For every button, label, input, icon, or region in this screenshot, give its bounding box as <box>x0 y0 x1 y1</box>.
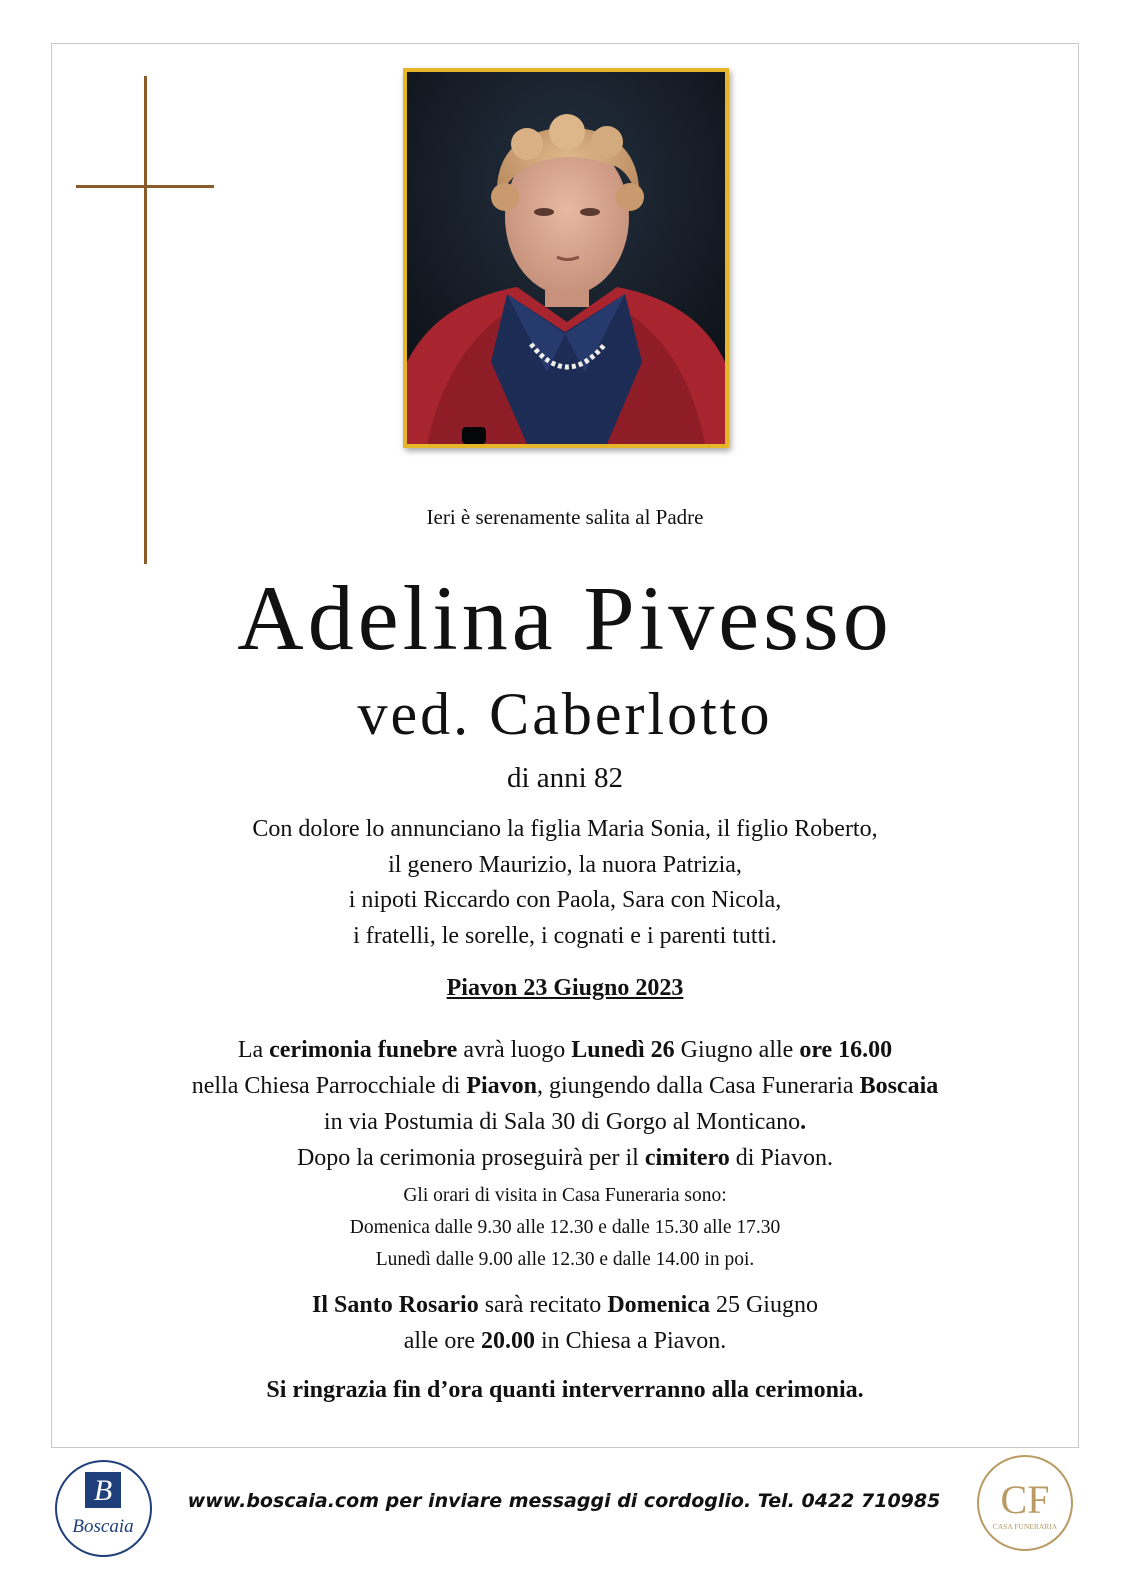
family-line: i nipoti Riccardo con Paola, Sara con Nicola, <box>348 887 782 913</box>
visiting-hours <box>51 1180 1079 1276</box>
family-line: il genero Maurizio, la nuora Patrizia, <box>388 851 742 878</box>
footer-contact: www.boscaia.com per inviare messaggi di cordoglio. Tel. 0422 710985 <box>187 1490 941 1512</box>
rosary-line: Il Santo Rosario sarà recitato Domenica 25 Giugno <box>312 1292 818 1318</box>
place-date <box>51 975 1079 1002</box>
intro-line: Ieri è serenamente salita al Padre <box>426 505 704 529</box>
ceremony-details <box>51 1032 1079 1176</box>
svg-text:B: B <box>93 1474 113 1507</box>
visits-line: Lunedì dalle 9.00 alle 12.30 e dalle 14.00 in poi. <box>375 1249 755 1270</box>
ceremony-line: La cerimonia funebre avrà luogo Lunedì 26 Giugno alle ore 16.00 <box>237 1037 893 1063</box>
ceremony-line: in via Postumia di Sala 30 di Gorgo al Monticano. <box>323 1109 807 1135</box>
rosary-line: alle ore 20.00 in Chiesa a Piavon. <box>403 1328 727 1354</box>
ceremony-line: Dopo la cerimonia proseguirà per il cimitero di Piavon. <box>296 1145 834 1171</box>
family-announcement <box>51 812 1079 954</box>
svg-text:CF: CF <box>1000 1477 1050 1522</box>
family-line: i fratelli, le sorelle, i cognati e i parenti tutti. <box>353 922 777 949</box>
visits-line: Domenica dalle 9.30 alle 12.30 e dalle 15.30 alle 17.30 <box>349 1217 781 1238</box>
widow-of: ved. Caberlotto <box>357 681 773 747</box>
svg-text:Boscaia: Boscaia <box>72 1516 134 1537</box>
deceased-name: Adelina Pivesso <box>237 567 893 669</box>
boscaia-logo <box>55 1460 152 1557</box>
visits-line: Gli orari di visita in Casa Funeraria sono: <box>403 1185 727 1206</box>
family-line: Con dolore lo annunciano la figlia Maria Sonia, il figlio Roberto, <box>252 816 878 842</box>
casa-funeraria-logo <box>977 1455 1073 1551</box>
svg-text:CASA FUNERARIA: CASA FUNERARIA <box>992 1522 1058 1531</box>
rosary-details <box>51 1287 1079 1359</box>
age: di anni 82 <box>507 762 623 794</box>
thanks-line: Si ringrazia fin d’ora quanti interverranno alla cerimonia. <box>266 1377 864 1403</box>
portrait-photo <box>403 68 729 448</box>
place-date-text: Piavon 23 Giugno 2023 <box>446 975 684 1001</box>
ceremony-line: nella Chiesa Parrocchiale di Piavon, giungendo dalla Casa Funeraria Boscaia <box>191 1073 939 1099</box>
